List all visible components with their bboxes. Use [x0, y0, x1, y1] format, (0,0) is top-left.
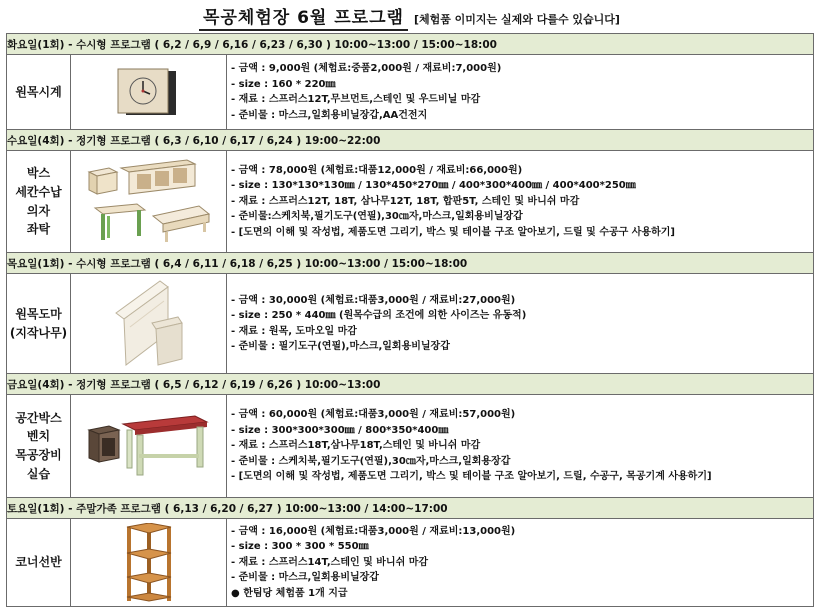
detail-supplies: - 준비물 : 마스크,일회용비닐장갑	[231, 572, 379, 584]
program-name	[7, 151, 71, 253]
program-name	[7, 519, 71, 607]
detail-material: - 재료 : 스프러스12T, 18T, 삼나무12T, 18T, 합판5T, 스테인 및 바니쉬 마감	[231, 195, 580, 207]
program-name-line: (지작나무)	[9, 325, 68, 340]
program-header-tuesday	[7, 34, 814, 55]
program-name-line: 벤치	[26, 429, 51, 444]
program-header: 목요일(1회) - 수시형 프로그램 ( 6,4 / 6,11 / 6,18 / 6,25 ) 10:00~13:00 / 15:00~18:00	[7, 253, 814, 274]
space-box-bench-icon	[87, 414, 211, 478]
cutting-board-icon	[112, 279, 186, 369]
product-image-cell	[71, 274, 227, 374]
detail-material: - 재료 : 원목, 도마오일 마감	[231, 325, 357, 337]
detail-size: - size : 130*130*130㎜ / 130*450*270㎜ / 400*300*400㎜ / 400*400*250㎜	[231, 180, 636, 192]
program-name-line: 좌탁	[26, 222, 51, 237]
corner-shelf-icon	[119, 523, 179, 603]
detail-supplies: - 준비물 : 필기도구(연필),마스크,일회용비닐장갑	[231, 341, 450, 352]
program-name	[7, 274, 71, 374]
detail-price: - 금액 : 60,000원 (체험료:대품3,000원 / 재료비:57,000원)	[231, 409, 516, 421]
product-image-cell	[71, 519, 227, 607]
program-name-line: 원목도마	[15, 306, 62, 321]
detail-curriculum: - [도면의 이해 및 작성법, 제품도면 그리기, 박스 및 테이블 구조 알아보기, 드릴 및 수공구 사용하기]	[231, 226, 675, 238]
detail-note: ● 한팀당 체험품 1개 지급	[231, 587, 348, 599]
detail-supplies: - 준비물 : 마스크,일회용비닐장갑,AA건전지	[231, 109, 428, 121]
product-image-cell	[71, 395, 227, 498]
program-name	[7, 395, 71, 498]
page-subtitle: [체험품 이미지는 실제와 다를수 있습니다]	[413, 13, 620, 26]
program-header-thursday	[7, 253, 814, 274]
program-header-wednesday	[7, 130, 814, 151]
program-name	[7, 55, 71, 130]
program-row-wednesday	[7, 151, 814, 253]
product-image-cell	[71, 151, 227, 253]
program-details	[227, 55, 814, 130]
program-name-line: 원목시계	[15, 84, 62, 99]
program-name-line: 박스	[26, 166, 51, 181]
detail-price: - 금액 : 9,000원 (체험료:중품2,000원 / 재료비:7,000원)	[231, 63, 502, 74]
program-row-saturday	[7, 519, 814, 607]
program-header-friday	[7, 374, 814, 395]
detail-curriculum: - [도면의 이해 및 작성법, 제품도면 그리기, 박스 및 테이블 구조 알아보기, 드릴, 수공구, 목공기계 사용하기]	[231, 471, 712, 483]
program-row-thursday	[7, 274, 814, 374]
product-image-cell	[71, 55, 227, 130]
box-shelf-chair-table-icon	[87, 158, 211, 246]
detail-supplies: - 준비물 : 스케치북,필기도구(연필),30㎝자,마스크,일회용장갑	[231, 455, 511, 467]
program-header: 수요일(4회) - 정기형 프로그램 ( 6,3 / 6,10 / 6,17 / 6,24 ) 19:00~22:00	[7, 130, 814, 151]
program-header: 토요일(1회) - 주말가족 프로그램 ( 6,13 / 6,20 / 6,27 ) 10:00~13:00 / 14:00~17:00	[7, 498, 814, 519]
detail-size: - size : 300*300*300㎜ / 800*350*400㎜	[231, 424, 449, 436]
detail-supplies: - 준비물:스케치북,필기도구(연필),30㎝자,마스크,일회용비닐장갑	[231, 211, 523, 223]
detail-material: - 재료 : 스프러스14T,스테인 및 바니쉬 마감	[231, 556, 429, 568]
program-name-line: 코너선반	[15, 555, 62, 570]
program-header-saturday	[7, 498, 814, 519]
detail-material: - 재료 : 스프러스18T,삼나무18T,스테인 및 바니쉬 마감	[231, 440, 481, 452]
detail-price: - 금액 : 78,000원 (체험료:대품12,000원 / 재료비:66,000원)	[231, 164, 523, 176]
program-header: 금요일(4회) - 정기형 프로그램 ( 6,5 / 6,12 / 6,19 / 6,26 ) 10:00~13:00	[7, 374, 814, 395]
program-header: 화요일(1회) - 수시형 프로그램 ( 6,2 / 6,9 / 6,16 / 6,23 / 6,30 ) 10:00~13:00 / 15:00~18:00	[7, 34, 814, 55]
page-title: 목공체험장 6월 프로그램	[199, 3, 408, 31]
detail-price: - 금액 : 16,000원 (체험료:대품3,000원 / 재료비:13,000원)	[231, 525, 516, 537]
detail-size: - size : 160 * 220㎜	[231, 78, 336, 90]
detail-material: - 재료 : 스프러스12T,무브먼트,스테인 및 우드비닐 마감	[231, 94, 481, 105]
detail-size: - size : 250 * 440㎜ (원목수급의 조건에 의한 사이즈는 유동적)	[231, 310, 527, 321]
detail-price: - 금액 : 30,000원 (체험료:대품3,000원 / 재료비:27,000원)	[231, 294, 516, 306]
title-bar	[0, 0, 819, 28]
program-details	[227, 151, 814, 253]
program-details	[227, 519, 814, 607]
program-row-friday	[7, 395, 814, 498]
program-name-line: 목공장비	[15, 448, 62, 462]
program-name-line: 실습	[26, 466, 51, 481]
program-details	[227, 274, 814, 374]
program-name-line: 공간박스	[15, 410, 62, 425]
program-name-line: 의자	[26, 203, 51, 218]
program-table	[6, 33, 814, 607]
program-details	[227, 395, 814, 498]
detail-size: - size : 300 * 300 * 550㎜	[231, 541, 369, 553]
wooden-clock-icon	[114, 67, 184, 117]
program-row-tuesday	[7, 55, 814, 130]
program-name-line: 세칸수납	[15, 184, 62, 199]
